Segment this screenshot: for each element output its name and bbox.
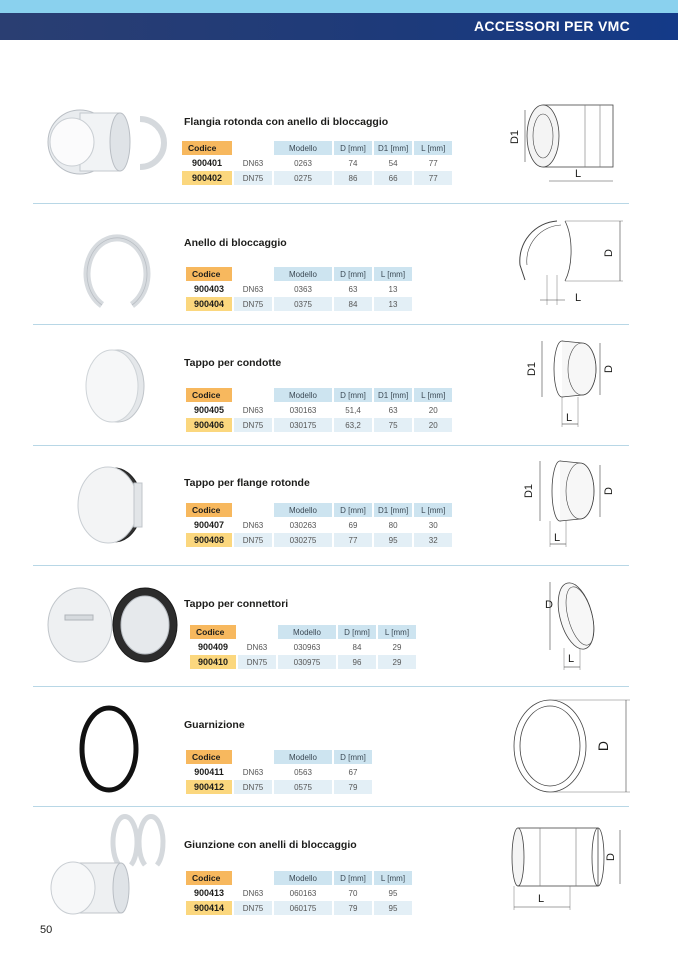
model-cell: 030963: [293, 642, 321, 652]
section-divider: [33, 324, 629, 325]
header-cell: L [mm]: [374, 267, 412, 281]
product-code: 900403: [193, 284, 225, 294]
dn-cell: DN63: [246, 642, 268, 652]
table-row: [190, 655, 416, 669]
flange-photo: [40, 105, 175, 180]
dn-cell: DN63: [242, 405, 264, 415]
header-cell: [234, 750, 272, 764]
header-cell: D1 [mm]: [374, 503, 412, 517]
value-cell: 95: [374, 533, 412, 547]
header-cell: D [mm]: [334, 141, 372, 155]
table-header-row: [190, 625, 416, 639]
gasket-dimension-drawing: [508, 696, 633, 796]
spec-table: [180, 140, 454, 186]
value-cell: 74: [348, 158, 358, 168]
dim-label: L: [538, 893, 545, 905]
header-cell: Modello: [274, 503, 332, 517]
product-code: 900414: [186, 901, 232, 915]
flange-cap-photo: [70, 465, 150, 545]
header-cell: Modello: [274, 871, 332, 885]
product-code: 900401: [191, 158, 223, 168]
model-cell: 060163: [289, 888, 317, 898]
dim-label: D: [603, 365, 615, 373]
page-number: 50: [40, 924, 53, 936]
dim-label: D: [603, 487, 615, 495]
table-row: [186, 418, 452, 432]
value-cell: 96: [338, 655, 376, 669]
table-row: [186, 886, 412, 900]
header-cell: L [mm]: [414, 388, 452, 402]
header-cell: L [mm]: [414, 141, 452, 155]
model-cell: 0263: [294, 158, 312, 168]
product-title: Tappo per condotte: [184, 357, 282, 369]
joint-dimension-drawing: [510, 818, 630, 913]
product-title: Guarnizione: [184, 719, 245, 731]
dn-cell: DN63: [242, 520, 264, 530]
table-row: [186, 518, 452, 532]
header-cell: D [mm]: [334, 750, 372, 764]
spec-table: [184, 387, 454, 433]
ring-dimension-drawing: [505, 215, 635, 310]
spec-table: [184, 502, 454, 548]
header-cell: D [mm]: [334, 871, 372, 885]
header-cell: [238, 625, 276, 639]
product-code: 900409: [197, 642, 229, 652]
dim-label: D: [595, 740, 611, 752]
table-header-row: [186, 871, 412, 885]
header-cell: Codice: [182, 141, 232, 155]
table-row: [186, 533, 452, 547]
product-title: Tappo per connettori: [184, 598, 289, 610]
product-code: 900408: [186, 533, 232, 547]
dim-label: L: [554, 532, 561, 544]
dim-label: L: [575, 168, 582, 180]
value-cell: 67: [348, 767, 358, 777]
product-code: 900402: [182, 171, 232, 185]
header-cell: [234, 141, 272, 155]
dn-cell: DN75: [234, 780, 272, 794]
value-cell: 84: [334, 297, 372, 311]
dim-label: L: [575, 292, 582, 304]
table-header-row: [186, 750, 372, 764]
model-cell: 030163: [289, 405, 317, 415]
value-cell: 30: [428, 520, 438, 530]
model-cell: 030975: [278, 655, 336, 669]
dim-label: D: [605, 853, 617, 861]
table-row: [190, 640, 416, 654]
header-cell: D1 [mm]: [374, 141, 412, 155]
value-cell: 20: [428, 405, 438, 415]
header-cell: Codice: [186, 267, 232, 281]
value-cell: 29: [378, 655, 416, 669]
dn-cell: DN63: [242, 767, 264, 777]
table-header-row: [186, 503, 452, 517]
dn-cell: DN75: [234, 901, 272, 915]
dn-cell: DN75: [234, 171, 272, 185]
value-cell: 77: [414, 171, 452, 185]
spec-table: [184, 266, 414, 312]
table-header-row: [186, 388, 452, 402]
dim-label: D: [545, 599, 553, 611]
header-cell: Modello: [274, 141, 332, 155]
product-code: 900404: [186, 297, 232, 311]
locking-ring-photo: [80, 225, 155, 315]
product-code: 900413: [193, 888, 225, 898]
table-header-row: [182, 141, 452, 155]
product-code: 900407: [193, 520, 225, 530]
product-title: Tappo per flange rotonde: [184, 477, 310, 489]
header-cell: Codice: [190, 625, 236, 639]
product-title: Giunzione con anelli di bloccaggio: [184, 839, 357, 851]
model-cell: 0275: [274, 171, 332, 185]
section-header-bar: [0, 13, 678, 40]
value-cell: 63: [348, 284, 358, 294]
value-cell: 79: [334, 780, 372, 794]
cap-dimension-drawing: [520, 335, 620, 430]
table-row: [186, 780, 372, 794]
header-cell: D [mm]: [334, 503, 372, 517]
dim-label: D1: [509, 129, 521, 145]
gasket-photo: [78, 704, 140, 794]
dn-cell: DN75: [234, 297, 272, 311]
section-divider: [33, 203, 629, 204]
product-code: 900410: [190, 655, 236, 669]
header-cell: Modello: [274, 267, 332, 281]
header-cell: Codice: [186, 503, 232, 517]
model-cell: 0563: [294, 767, 312, 777]
dim-label: L: [566, 412, 573, 424]
product-code: 900412: [186, 780, 232, 794]
value-cell: 70: [348, 888, 358, 898]
model-cell: 060175: [274, 901, 332, 915]
table-header-row: [186, 267, 412, 281]
spec-table: [184, 870, 414, 916]
header-cell: D [mm]: [334, 267, 372, 281]
table-row: [182, 171, 452, 185]
model-cell: 030175: [274, 418, 332, 432]
model-cell: 030275: [274, 533, 332, 547]
value-cell: 66: [374, 171, 412, 185]
value-cell: 54: [388, 158, 398, 168]
header-cell: Codice: [186, 388, 232, 402]
flange-cap-dimension-drawing: [520, 455, 620, 550]
product-title: Flangia rotonda con anello di bloccaggio: [184, 116, 389, 128]
spec-table: [188, 624, 418, 670]
table-row: [182, 156, 452, 170]
model-cell: 0375: [274, 297, 332, 311]
table-row: [186, 765, 372, 779]
dn-cell: DN75: [238, 655, 276, 669]
value-cell: 77: [334, 533, 372, 547]
model-cell: 0575: [274, 780, 332, 794]
product-code: 900405: [193, 405, 225, 415]
model-cell: 0363: [294, 284, 312, 294]
header-cell: Modello: [278, 625, 336, 639]
section-divider: [33, 686, 629, 687]
header-cell: Modello: [274, 750, 332, 764]
dim-label: D: [603, 249, 615, 257]
value-cell: 29: [392, 642, 402, 652]
value-cell: 13: [374, 297, 412, 311]
header-cell: Codice: [186, 750, 232, 764]
value-cell: 95: [388, 888, 398, 898]
joint-photo: [45, 815, 180, 920]
section-divider: [33, 565, 629, 566]
dn-cell: DN75: [234, 418, 272, 432]
header-cell: L [mm]: [378, 625, 416, 639]
dn-cell: DN75: [234, 533, 272, 547]
connector-cap-dimension-drawing: [540, 578, 620, 673]
header-cell: Codice: [186, 871, 232, 885]
value-cell: 32: [414, 533, 452, 547]
value-cell: 69: [348, 520, 358, 530]
section-title: ACCESSORI PER VMC: [473, 18, 630, 34]
spec-table: [184, 749, 374, 795]
value-cell: 51,4: [345, 405, 361, 415]
section-divider: [33, 806, 629, 807]
connector-cap-photo: [45, 585, 180, 665]
top-accent-bar: [0, 0, 678, 13]
dim-label: L: [568, 653, 575, 665]
dn-cell: DN63: [242, 158, 264, 168]
duct-cap-photo: [78, 346, 148, 426]
table-row: [186, 297, 412, 311]
table-row: [186, 901, 412, 915]
model-cell: 030263: [289, 520, 317, 530]
value-cell: 63,2: [334, 418, 372, 432]
value-cell: 95: [374, 901, 412, 915]
section-divider: [33, 445, 629, 446]
value-cell: 80: [388, 520, 398, 530]
dim-label: D1: [523, 483, 535, 499]
header-cell: Modello: [274, 388, 332, 402]
value-cell: 79: [334, 901, 372, 915]
value-cell: 86: [334, 171, 372, 185]
dim-label: D1: [526, 361, 538, 377]
table-row: [186, 282, 412, 296]
product-code: 900406: [186, 418, 232, 432]
header-cell: [234, 503, 272, 517]
header-cell: L [mm]: [414, 503, 452, 517]
header-cell: D [mm]: [334, 388, 372, 402]
value-cell: 13: [388, 284, 398, 294]
value-cell: 20: [414, 418, 452, 432]
flange-dimension-drawing: [505, 95, 635, 190]
header-cell: [234, 388, 272, 402]
header-cell: D [mm]: [338, 625, 376, 639]
product-title: Anello di bloccaggio: [184, 237, 287, 249]
value-cell: 63: [388, 405, 398, 415]
header-cell: D1 [mm]: [374, 388, 412, 402]
product-code: 900411: [194, 767, 224, 777]
header-cell: [234, 871, 272, 885]
dn-cell: DN63: [242, 888, 264, 898]
value-cell: 77: [428, 158, 438, 168]
header-cell: [234, 267, 272, 281]
header-cell: L [mm]: [374, 871, 412, 885]
dn-cell: DN63: [242, 284, 264, 294]
value-cell: 84: [352, 642, 362, 652]
table-row: [186, 403, 452, 417]
value-cell: 75: [374, 418, 412, 432]
